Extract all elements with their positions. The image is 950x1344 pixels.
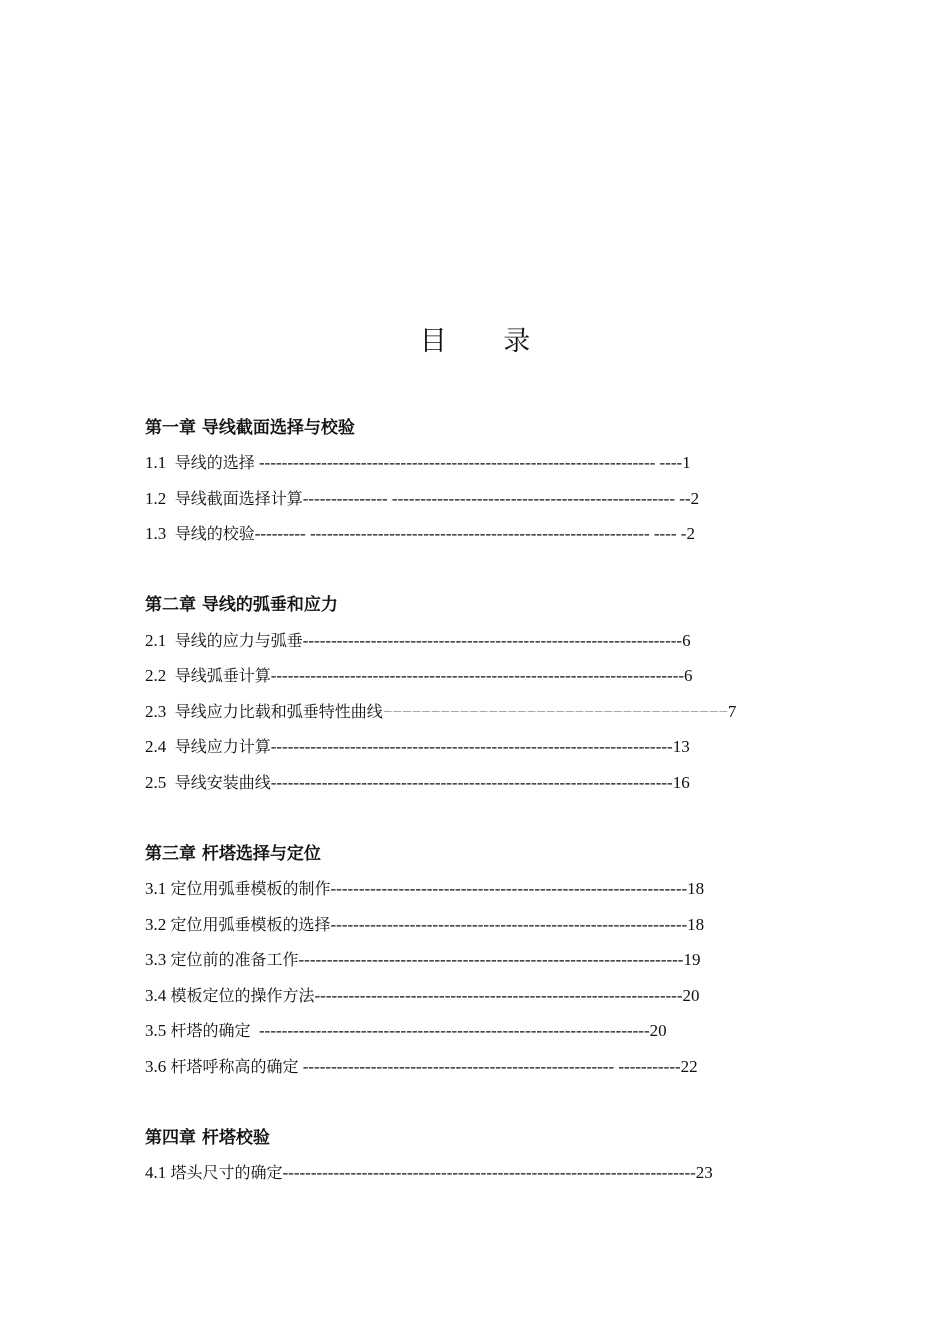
chapter-heading-3: 第三章 杆塔选择与定位 [145, 844, 321, 864]
entry-title: 杆塔的确定 [170, 1021, 251, 1040]
toc-entry[interactable] [145, 451, 691, 475]
entry-title: 导线的应力与弧垂 [174, 631, 303, 650]
toc-entry[interactable] [145, 913, 704, 937]
entry-page: 23 [695, 1163, 713, 1182]
entry-page: 13 [672, 737, 690, 756]
entry-number: 2.2 [145, 666, 175, 685]
entry-page: 18 [687, 879, 705, 898]
entry-number: 1.1 [145, 453, 175, 472]
dot-leader: ------------------------------------------------------------------- [302, 631, 683, 650]
toc-entry[interactable] [145, 1161, 713, 1185]
entry-title: 导线截面选择计算 [174, 489, 303, 508]
dot-leader: ---------------------------------------------------------------------- ---- [254, 453, 683, 472]
toc-entry[interactable] [145, 877, 704, 901]
entry-title: 导线安装曲线 [174, 773, 271, 792]
entry-number: 2.3 [145, 702, 175, 721]
entry-page: 2 [686, 524, 695, 543]
entry-number: 2.5 [145, 773, 175, 792]
entry-page: 20 [649, 1021, 667, 1040]
toc-entry[interactable] [145, 700, 736, 724]
entry-page: 19 [683, 950, 701, 969]
dot-leader: --------------- -------------------------------------------------- -- [302, 489, 691, 508]
toc-entry[interactable] [145, 629, 691, 653]
dot-leader: --------------------------------------------------------------- [330, 879, 688, 898]
toc-entry[interactable] [145, 735, 690, 759]
entry-number: 2.1 [145, 631, 175, 650]
entry-number: 2.4 [145, 737, 175, 756]
dot-leader: ------------------------------------------------------- ----------- [298, 1057, 681, 1076]
entry-number: 1.3 [145, 524, 175, 543]
dot-leader: ------------------------------------------------------------------------- [282, 1163, 696, 1182]
entry-number: 4.1 [145, 1163, 171, 1182]
dot-leader: ----------------------------------------------------------------------- [270, 737, 673, 756]
entry-page: 22 [680, 1057, 698, 1076]
entry-number: 3.4 [145, 986, 171, 1005]
dot-leader: ------------------------------------------------------------------------- [270, 666, 685, 685]
toc-entry[interactable] [145, 984, 700, 1008]
entry-title: 导线的选择 [174, 453, 255, 472]
toc-entry[interactable] [145, 487, 699, 511]
entry-number: 3.1 [145, 879, 171, 898]
entry-page: 6 [682, 631, 691, 650]
entry-page: 2 [690, 489, 700, 508]
entry-title: 导线弧垂计算 [174, 666, 271, 685]
entry-number: 3.3 [145, 950, 171, 969]
entry-title: 杆塔呼称高的确定 [170, 1057, 299, 1076]
chapter-heading-4: 第四章 杆塔校验 [145, 1128, 270, 1148]
entry-title: 导线应力比载和弧垂特性曲线 [174, 702, 383, 721]
entry-title: 导线应力计算 [174, 737, 271, 756]
entry-title: 导线的校验 [174, 524, 255, 543]
toc-entry[interactable] [145, 522, 695, 546]
entry-number: 3.5 [145, 1021, 171, 1040]
entry-page: 7 [727, 702, 737, 721]
dot-leader: ----------------------------------------------------------------- [314, 986, 683, 1005]
chapter-heading-2: 第二章 导线的弧垂和应力 [145, 595, 338, 615]
entry-page: 1 [682, 453, 691, 472]
toc-entry[interactable] [145, 1019, 667, 1043]
entry-number: 1.2 [145, 489, 175, 508]
toc-entry[interactable] [145, 948, 700, 972]
toc-entry[interactable] [145, 1055, 698, 1079]
entry-title: 模板定位的操作方法 [170, 986, 315, 1005]
dot-leader: --------- ------------------------------------------------------------ ---- - [254, 524, 687, 543]
entry-number: 3.2 [145, 915, 171, 934]
dot-leader: --------------------------------------------------------------- [330, 915, 688, 934]
chapter-heading-1: 第一章 导线截面选择与校验 [145, 418, 355, 438]
dot-leader: -------------------------------------------------------------------- [298, 950, 684, 969]
entry-page: 20 [682, 986, 700, 1005]
toc-entry[interactable] [145, 664, 693, 688]
entry-title: 定位用弧垂模板的选择 [170, 915, 331, 934]
entry-title: 塔头尺寸的确定 [170, 1163, 283, 1182]
dot-leader: −−−−−−−−−−−−−−−−−−−−−−−−−−−−−−−−−−−− [382, 702, 728, 721]
entry-title: 定位前的准备工作 [170, 950, 299, 969]
entry-title: 定位用弧垂模板的制作 [170, 879, 331, 898]
page-title: 目 录 [419, 326, 555, 357]
entry-page: 16 [672, 773, 690, 792]
toc-entry[interactable] [145, 771, 690, 795]
entry-number: 3.6 [145, 1057, 171, 1076]
entry-page: 18 [687, 915, 705, 934]
dot-leader: --------------------------------------------------------------------- [250, 1021, 650, 1040]
dot-leader: ----------------------------------------------------------------------- [270, 773, 673, 792]
entry-page: 6 [684, 666, 693, 685]
